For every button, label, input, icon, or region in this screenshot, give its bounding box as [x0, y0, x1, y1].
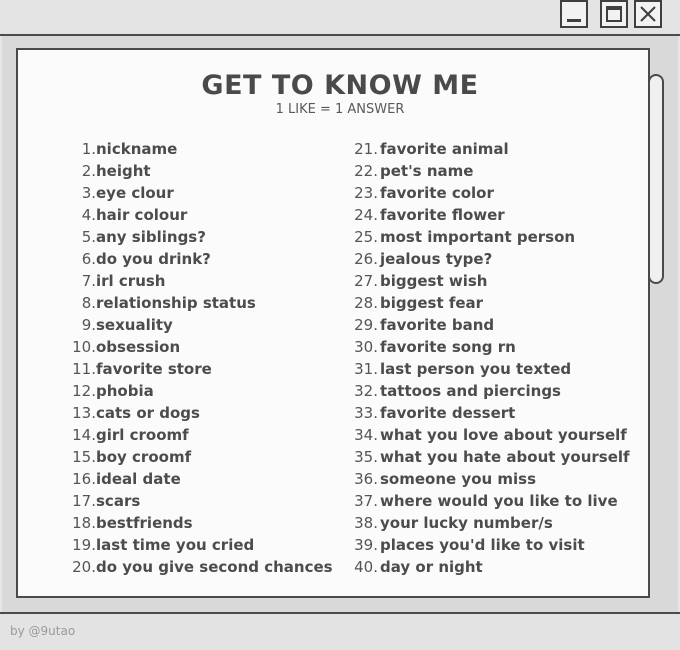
list-item — [340, 402, 630, 424]
question-text: biggest wish — [380, 272, 488, 290]
list-item — [60, 556, 333, 578]
list-item — [60, 160, 333, 182]
list-item — [60, 402, 333, 424]
question-number: 2. — [81, 162, 96, 180]
question-number: 26. — [354, 250, 378, 268]
question-text: your lucky number/s — [380, 514, 553, 532]
list-item — [340, 270, 630, 292]
question-number: 15. — [72, 448, 96, 466]
question-number: 39. — [354, 536, 378, 554]
question-text: favorite song rn — [380, 338, 516, 356]
question-text: jealous type? — [380, 250, 493, 268]
question-text: favorite store — [96, 360, 212, 378]
question-number: 38. — [354, 514, 378, 532]
status-bar — [0, 612, 680, 650]
question-number: 1. — [81, 140, 96, 158]
list-item — [340, 446, 630, 468]
question-text: hair colour — [96, 206, 188, 224]
question-number: 30. — [354, 338, 378, 356]
question-text: phobia — [96, 382, 154, 400]
question-number: 6. — [81, 250, 96, 268]
list-item — [340, 248, 630, 270]
list-item — [60, 380, 333, 402]
question-number: 32. — [354, 382, 378, 400]
list-item — [60, 534, 333, 556]
question-list-left — [60, 138, 333, 578]
close-icon[interactable] — [634, 0, 662, 28]
question-number: 27. — [354, 272, 378, 290]
question-number: 14. — [72, 426, 96, 444]
list-item — [60, 226, 333, 248]
question-text: cats or dogs — [96, 404, 200, 422]
question-text: relationship status — [96, 294, 256, 312]
question-number: 31. — [354, 360, 378, 378]
list-item — [340, 424, 630, 446]
question-text: tattoos and piercings — [380, 382, 561, 400]
list-item — [60, 182, 333, 204]
question-number: 8. — [81, 294, 96, 312]
question-text: day or night — [380, 558, 483, 576]
list-item — [60, 314, 333, 336]
question-text: obsession — [96, 338, 181, 356]
credit-text: by @9utao — [10, 624, 76, 638]
list-item — [340, 292, 630, 314]
question-number: 17. — [72, 492, 96, 510]
list-item — [340, 512, 630, 534]
question-text: sexuality — [96, 316, 173, 334]
list-item — [340, 314, 630, 336]
question-text: bestfriends — [96, 514, 193, 532]
question-text: last person you texted — [380, 360, 572, 378]
question-number: 40. — [354, 558, 378, 576]
question-text: biggest fear — [380, 294, 484, 312]
question-number: 36. — [354, 470, 378, 488]
list-item — [340, 182, 630, 204]
question-text: favorite flower — [380, 206, 505, 224]
list-item — [340, 468, 630, 490]
list-item — [60, 446, 333, 468]
list-item — [340, 490, 630, 512]
question-number: 28. — [354, 294, 378, 312]
list-item — [340, 534, 630, 556]
question-text: favorite color — [380, 184, 494, 202]
question-number: 25. — [354, 228, 378, 246]
list-item — [60, 468, 333, 490]
question-text: height — [96, 162, 151, 180]
question-text: eye clour — [96, 184, 174, 202]
list-item — [60, 490, 333, 512]
question-number: 12. — [72, 382, 96, 400]
question-text: what you hate about yourself — [380, 448, 630, 466]
question-text: places you'd like to visit — [380, 536, 585, 554]
question-text: any siblings? — [96, 228, 206, 246]
list-item — [60, 270, 333, 292]
question-text: do you give second chances — [96, 558, 333, 576]
question-number: 34. — [354, 426, 378, 444]
question-number: 20. — [72, 558, 96, 576]
question-text: what you love about yourself — [380, 426, 627, 444]
question-text: favorite dessert — [380, 404, 516, 422]
question-number: 21. — [354, 140, 378, 158]
question-number: 5. — [81, 228, 96, 246]
question-number: 11. — [72, 360, 96, 378]
question-text: pet's name — [380, 162, 474, 180]
minimize-icon[interactable] — [560, 0, 588, 28]
question-text: scars — [96, 492, 141, 510]
question-number: 35. — [354, 448, 378, 466]
title-bar — [0, 0, 680, 36]
list-item — [340, 556, 630, 578]
question-number: 22. — [354, 162, 378, 180]
question-text: ideal date — [96, 470, 181, 488]
list-item — [340, 336, 630, 358]
question-text: where would you like to live — [380, 492, 618, 510]
page-title: GET TO KNOW ME — [201, 70, 479, 101]
question-text: boy croomf — [96, 448, 192, 466]
question-text: do you drink? — [96, 250, 211, 268]
list-item — [60, 512, 333, 534]
question-number: 19. — [72, 536, 96, 554]
page-subtitle: 1 LIKE = 1 ANSWER — [275, 102, 405, 117]
list-item — [340, 160, 630, 182]
question-number: 10. — [72, 338, 96, 356]
question-number: 7. — [81, 272, 96, 290]
question-text: last time you cried — [96, 536, 255, 554]
question-text: nickname — [96, 140, 178, 158]
maximize-icon[interactable] — [600, 0, 628, 28]
question-number: 37. — [354, 492, 378, 510]
question-text: most important person — [380, 228, 576, 246]
question-number: 16. — [72, 470, 96, 488]
list-item — [340, 204, 630, 226]
list-item — [340, 358, 630, 380]
question-number: 29. — [354, 316, 378, 334]
question-text: favorite band — [380, 316, 495, 334]
question-list-right — [340, 138, 630, 578]
question-number: 33. — [354, 404, 378, 422]
list-item — [340, 226, 630, 248]
question-number: 13. — [72, 404, 96, 422]
question-number: 9. — [81, 316, 96, 334]
question-number: 24. — [354, 206, 378, 224]
question-number: 23. — [354, 184, 378, 202]
question-text: irl crush — [96, 272, 166, 290]
list-item — [60, 204, 333, 226]
list-item — [60, 336, 333, 358]
list-item — [60, 358, 333, 380]
list-item — [340, 138, 630, 160]
question-number: 4. — [81, 206, 96, 224]
question-text: favorite animal — [380, 140, 509, 158]
list-item — [60, 424, 333, 446]
list-item — [60, 138, 333, 160]
list-item — [60, 248, 333, 270]
question-text: someone you miss — [380, 470, 537, 488]
list-item — [60, 292, 333, 314]
question-number: 18. — [72, 514, 96, 532]
list-item — [340, 380, 630, 402]
question-number: 3. — [81, 184, 96, 202]
question-text: girl croomf — [96, 426, 189, 444]
